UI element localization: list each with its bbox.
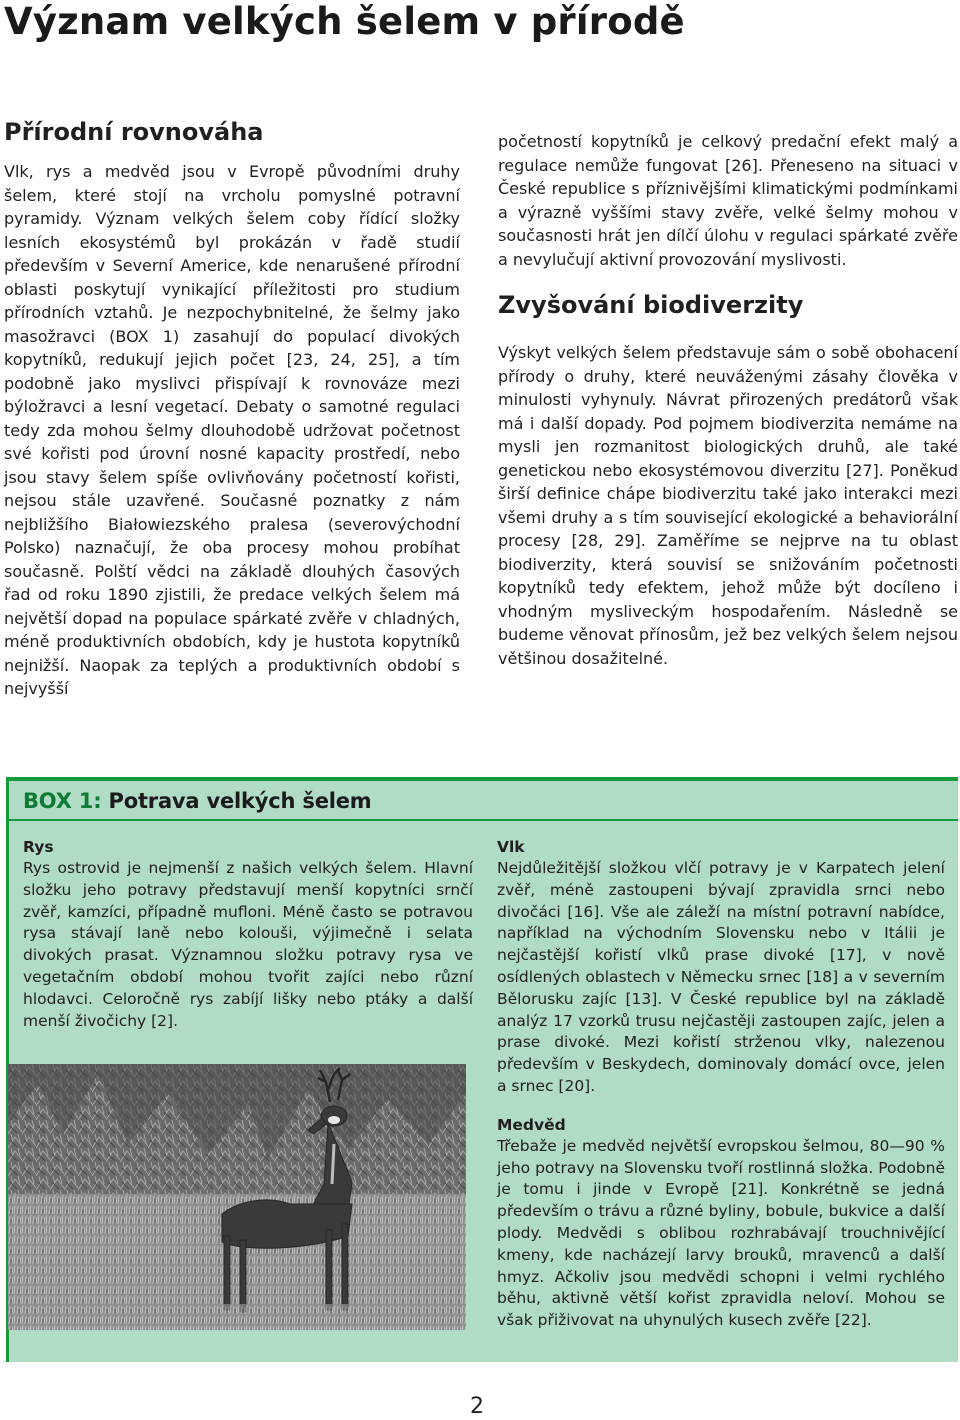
right-column [498,130,958,670]
box-heading-medved: Medvěd [497,1115,566,1134]
section-text-biodiverzita: Výskyt velkých šelem představuje sám o sobě obohacení přírody o druhy, které neuváženými zásahy člověka v minulosti vyhynuly. Návrat přirozených predátorů však má i další dopady. Pod pojmem biodiverzita nemáme na mysli jen rozmanitost biologických druhů, ale také genetickou nebo ekosystémovou diverzitu [27]. Poněkud širší definice chápe biodiverzitu také jako interakci mezi všemi druhy a s tím související ekologické a behaviorální procesy [28, 29]. Zaměříme se nejprve na tu oblast biodiverzity, která souvisí se snižováním početnosti kopytníků tedy efektem, jehož může být docíleno i vhodným mysliveckým hospodařením. Následně se budeme věnovat přínosům, jež bez velkých šelem nejsou většinou dosažitelné. [498,343,958,668]
page-number: 2 [470,1394,484,1419]
left-column [4,118,460,701]
box-text-rys: Rys ostrovid je nejmenší z našich velkých šelem. Hlavní složku jeho potravy představují menší kopytníci srnčí zvěř, kamzíci, případně mufloni. Méně často se potravou rysa stávají laně nebo kolouši, výjimečně i selata divokých prasat. Významnou složku potravy rysa ve vegetačním období mohou tvořit zajíci nebo různí hlodavci. Celoročně rys zabíjí lišky nebo ptáky a další menší živočichy [2]. [23,859,473,1030]
box-heading-vlk: Vlk [497,838,525,856]
page-title: Význam velkých šelem v přírodě [4,0,685,43]
section-heading-biodiverzita: Zvyšování biodiverzity [498,291,804,319]
roe-deer-photo [8,1064,466,1330]
box-text-medved: Třebaže je medvěd největší evropskou šelmou, 80—90 % jeho potravy na Slovensku tvoří rostlinná složka. Podobně je tomu i jinde v Evropě [21]. Konkrétně se jedná především o trávu a různé byliny, bobule, bukvice a další plody. Medvědi s oblibou rozhrabávají trouchnivějící kmeny, kde nacházejí larvy brouků, mravenců a další hmyz. Ačkoliv jsou medvědi schopni i velmi rychlého běhu, aktivně větší kořist zpravidla neloví. Mohou se však přiživovat na uhynulých kusech zvěře [22]. [497,1136,945,1330]
section-text-rovnovaha: Vlk, rys a medvěd jsou v Evropě původními druhy šelem, které stojí na vrcholu pomyslné potravní pyramidy. Význam velkých šelem coby řídící složky lesních ekosystémů byl prokázán v řadě studií především v Severní Americe, kde nenarušené přírodní oblasti poskytují vynikající příležitosti pro studium přírodních vztahů. Je nezpochybnitelné, že šelmy jako masožravci (BOX 1) zasahují do populací divokých kopytníků, redukují jejich počet [23, 24, 25], a tím podobně jako myslivci přispívají k rovnováze mezi býložravci a lesní vegetací. Debaty o samotné regulaci tedy zda mohou šelmy dlouhodobě udržovat početnost své kořisti pod úrovní nosné kapacity prostředí, nebo jsou stavy šelem spíše ovlivňovány početností kořisti, nejsou stále uzavřené. Současné poznatky z nám nejbližšího Białowiezského pralesa (severovýchodní Polsko) naznačují, že oba procesy mohou probíhat současně. Polští vědci na základě dlouhých časových řad od roku 1890 zjistili, že predace velkých šelem má největší dopad na populace spárkaté zvěře v chladných, méně produktivních obdobích, kdy je hustota kopytníků nejnižší. Naopak za teplých a produktivních období s nejvyšší [4,162,460,698]
box-column-vlk-medved [497,836,945,1332]
box-label: BOX 1: [23,789,102,813]
box-heading-rys: Rys [23,838,54,856]
box-title-text: Potrava velkých šelem [108,789,372,813]
box-divider [9,819,958,821]
section-text-rovnovaha-continued: početností kopytníků je celkový predační efekt malý a regulace nemůže fungovat [26]. Přeneseno na situaci v České republice s příznivějšími klimatickými podmínkami a výrazně vyššími stavy zvěře, velké šelmy mohou v současnosti hrát jen dílčí úlohu v regulaci spárkaté zvěře a nevylučují aktivní provozování myslivosti. [498,132,958,269]
box-text-vlk: Nejdůležitější složkou vlčí potravy je v Karpatech jelení zvěř, méně zastoupeni bývají zpravidla srnci nebo divočáci [16]. Vše ale záleží na místní potravní nabídce, například na východním Slovensku nebo v Itálii je nejčastější kořistí vlků prase divoké [17], v nově osídlených oblastech v Německu srnec [18] a v severním Bělorusku zajíc [13]. V České republice byl na základě analýz 17 vzorků trusu nejčastěji zastoupen zajíc, jelen a prase divoké. Mezi kořistí strženou vlky, nalezenou především v Beskydech, dominovaly domácí ovce, jelen a srnec [20]. [497,859,945,1095]
box-column-rys [23,836,473,1032]
box-title [23,789,371,813]
section-heading-rovnovaha: Přírodní rovnováha [4,118,264,146]
